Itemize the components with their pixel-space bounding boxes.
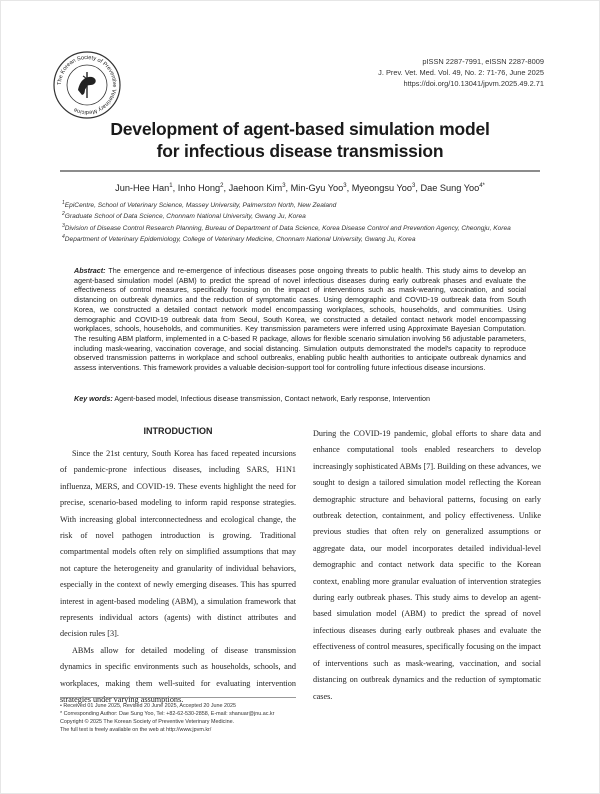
received-dates: • Received 01 June 2025, Revised 20 June 2025, Accepted 20 June 2025	[60, 703, 237, 709]
title-line-2: for infectious disease transmission	[156, 141, 444, 161]
section-heading-introduction: INTRODUCTION	[143, 426, 213, 436]
journal-meta	[378, 56, 544, 89]
copyright: Copyright © 2025 The Korean Society of Preventive Veterinary Medicine.	[60, 719, 235, 725]
svg-text:The Korean Society of Preventi: The Korean Society of Preventive Veterinary Medicine	[56, 54, 118, 116]
affiliation: $^4$Department of Veterinary Epidemiology, College of Veterinary Medicine, Chonnam National University, Gwang Ju, Korea	[62, 234, 416, 244]
citation: J. Prev. Vet. Med. Vol. 49, No. 2: 71-76, June 2025	[378, 68, 544, 77]
abstract	[74, 266, 526, 373]
corresponding-author: * Corresponding Author: Dae Sung Yoo, Tel: +82-62-530-2858, E-mail: shanuar@jnu.ac.kr	[60, 711, 275, 717]
keywords-text: Agent-based model, Infectious disease transmission, Contact network, Early response, Intervention	[114, 394, 430, 403]
keywords-label: Key words:	[74, 394, 113, 403]
author: Jaehoon Kim$^3$	[228, 183, 286, 194]
footnotes	[60, 702, 360, 734]
doi-link[interactable]: https://doi.org/10.13041/jpvm.2025.49.2.71	[403, 79, 544, 88]
author: Dae Sung Yoo$^{4*}$	[420, 183, 485, 194]
affiliation: $^1$EpiCentre, School of Veterinary Science, Massey University, Palmerston North, New Zealand	[62, 200, 337, 210]
title-divider	[60, 170, 540, 172]
affiliation: $^3$Division of Disease Control Research Planning, Bureau of Department of Data Science, Korea Disease Control and Prevention Agency, Cheongju, Korea	[62, 222, 511, 233]
affiliation: $^2$Graduate School of Data Science, Chonnam National University, Gwang Ju, Korea	[62, 211, 306, 221]
author: Min-Gyu Yoo$^3$	[290, 183, 347, 194]
author: Jun-Hee Han$^1$	[115, 183, 173, 194]
paper-title	[60, 118, 540, 162]
paragraph: Since the 21st century, South Korea has faced repeated incursions of pandemic-prone infectious diseases, including SARS, H1N1 influenza, MERS, and COVID-19. These events highlight the need for precise, scenario-based modeling to inform rapid response strategies. With increasing global interconnectedness and ecological change, the risk of novel pathogen introduction is growing. Traditional compartmental models often rely on simplified assumptions that may not capture the heterogeneity and granularity of individual behaviors, especially in the context of newly emerging diseases. This has spurred interest in agent-based modeling (ABM), a simulation framework that represents individual actors (agents) with distinct attributes and decision rules [3].	[60, 449, 296, 639]
issn: pISSN 2287-7991, eISSN 2287-8009	[422, 57, 544, 66]
journal-logo	[52, 50, 122, 120]
author: Myeongsu Yoo$^3$	[351, 183, 416, 194]
footnote-divider	[60, 697, 296, 698]
body-column-right	[313, 426, 541, 705]
keywords	[74, 394, 526, 403]
abstract-text: The emergence and re-emergence of infectious diseases pose ongoing threats to public health. This study aims to develop an agent-based simulation model (ABM) to predict the spread of novel infectious diseases during early outbreak phases and evaluate the effectiveness of control measures, specifically focusing on the impact of interventions such as mask-wearing, vaccination, and social distancing on outbreak dynamics and the reduction of symptomatic cases. Using demographic and COVID-19 outbreak data from South Korea, we constructed a detailed contact network model encompassing workplaces, schools, households, and communities. Using demographic and COVID-19 outbreak data from Seoul, South Korea, we constructed a detailed contact network model encompassing workplaces, schools, households, and communities. Key transmission parameters were inferred using Approximate Bayesian Computation. The resulting ABM platform, implemented in a C-based R package, allows for flexible scenario simulation involving 56 adjustable parameters, including mask-wearing, vaccination coverage, and social distancing. Simulation outputs demonstrated the model's capacity to reproduce observed transmission patterns in workplace and school outbreaks, enabling public health authorities to anticipate outbreak dynamics and assess interventions. This framework provides a valuable decision-support tool for controlling future infectious disease incursions.	[74, 266, 526, 373]
paragraph: ABMs allow for detailed modeling of disease transmission dynamics in specific environments such as households, schools, and workplaces, making them well-suited for evaluating intervention strategies under varying assumptions.	[60, 645, 296, 705]
title-line-1: Development of agent-based simulation model	[110, 119, 490, 139]
affiliations	[62, 199, 542, 245]
author: Inho Hong$^2$	[177, 183, 224, 194]
author-list: Jun-Hee Han$^1$, Inho Hong$^2$, Jaehoon Kim$^3$, Min-Gyu Yoo$^3$, Myeongsu Yoo$^3$, Dae Sung Yoo$^{4*}$	[115, 183, 485, 194]
paragraph: During the COVID-19 pandemic, global efforts to share data and enhance computational tools enabled researchers to develop increasingly sophisticated ABMs [7]. Building on these advances, we sought to design a tailored simulation model reflecting the Korean demographic structure and behavioral patterns, focusing on early outbreak detection, containment, and policy effectiveness. Unlike previous studies that often rely on generalized assumptions or aggregate data, our model incorporates detailed individual-level demographic and contact network data specific to the Korean context, enabling more granular evaluation of intervention strategies during early outbreak phases. This study aims to develop an agent-based simulation model (ABM) to predict the spread of novel infectious diseases during early outbreak phases and evaluate the effectiveness of control measures, specifically focusing on the impact of interventions such as mask-wearing, vaccination, and social distancing on outbreak dynamics and the reduction of symptomatic cases.	[313, 429, 541, 701]
body-column-left	[60, 446, 296, 709]
fulltext-note: The full text is freely available on the web at http://www.jpvm.kr/	[60, 727, 212, 733]
abstract-label: Abstract:	[74, 266, 106, 275]
